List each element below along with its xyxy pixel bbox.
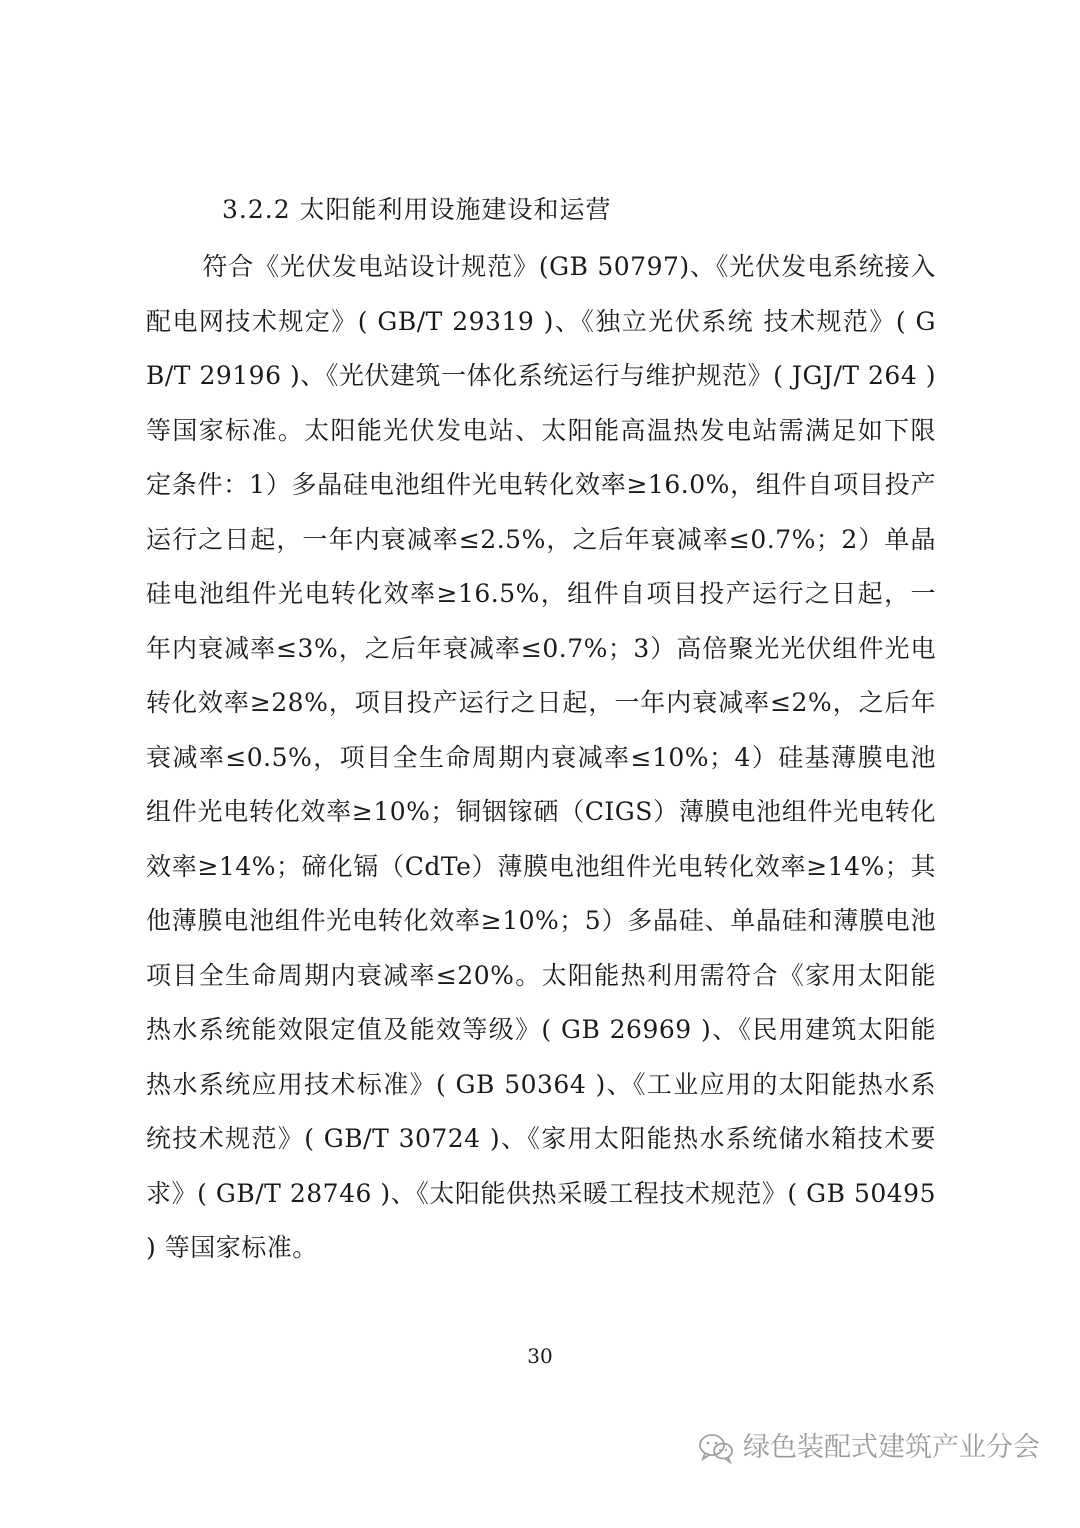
watermark-text: 绿色装配式建筑产业分会 [743,1432,1040,1463]
body-paragraph-block [146,240,936,1276]
page-number: 30 [527,1344,553,1368]
body-paragraph: 符合《光伏发电站设计规范》(GB 50797)、《光伏发电系统接入配电网技术规定》( GB/T 29319 )、《独立光伏系统 技术规范》( GB/T 29196 )、《光伏建筑一体化系统运行与维护规范》( JGJ/T 264 ) 等国家标准。太阳能光伏发电站、太阳能高温热发电站需满足如下限定条件：1）多晶硅电池组件光电转化效率≥16.0%，组件自项目投产运行之日起，一年内衰减率≤2.5%，之后年衰减率≤0.7%；2）单晶硅电池组件光电转化效率≥16.5%，组件自项目投产运行之日起，一年内衰减率≤3%，之后年衰减率≤0.7%；3）高倍聚光光伏组件光电转化效率≥28%，项目投产运行之日起，一年内衰减率≤2%，之后年衰减率≤0.5%，项目全生命周期内衰减率≤10%；4）硅基薄膜电池组件光电转化效率≥10%；铜铟镓硒（CIGS）薄膜电池组件光电转化效率≥14%；碲化镉（CdTe）薄膜电池组件光电转化效率≥14%；其他薄膜电池组件光电转化效率≥10%；5）多晶硅、单晶硅和薄膜电池项目全生命周期内衰减率≤20%。太阳能热利用需符合《家用太阳能热水系统能效限定值及能效等级》( GB 26969 )、《民用建筑太阳能热水系统应用技术标准》( GB 50364 )、《工业应用的太阳能热水系统技术规范》( GB/T 30724 )、《家用太阳能热水系统储水箱技术要求》( GB/T 28746 )、《太阳能供热采暖工程技术规范》( GB 50495 ) 等国家标准。 [146,252,936,1262]
watermark [697,1430,1040,1466]
section-heading: 3.2.2 太阳能利用设施建设和运营 [222,195,612,224]
wechat-icon [697,1432,735,1464]
